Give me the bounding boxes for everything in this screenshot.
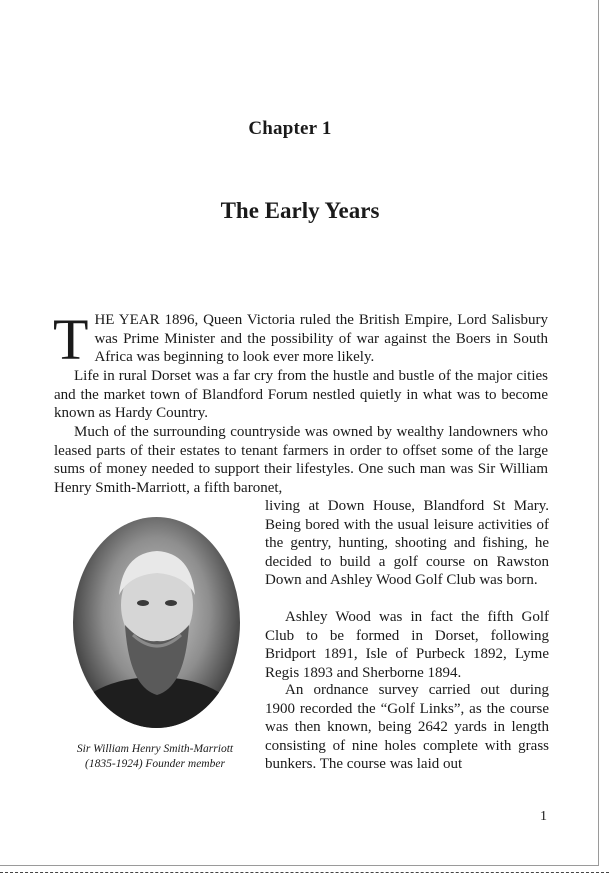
dashed-cut-line <box>0 872 609 873</box>
paragraph-landowners: Much of the surrounding countryside was owned by wealthy landowners who leased parts of their estates to tenant farmers in order to offset some of the large sums of money needed to support their lifestyles. One such man was Sir William Henry Smith-Marriott, a fifth baronet, <box>54 424 548 496</box>
caption-line-1: Sir William Henry Smith-Marriott <box>76 743 234 755</box>
drop-cap: T <box>53 307 89 372</box>
portrait-caption <box>50 742 260 772</box>
paragraph-rural-dorset: Life in rural Dorset was a far cry from the hustle and bustle of the major cities and the market town of Blandford Forum nestled quietly in what was to become known as Hardy Country. <box>54 368 548 422</box>
paragraph-opening <box>53 307 548 372</box>
caption-line-2: (1835-1924) Founder member <box>85 758 225 770</box>
chapter-label: Chapter 1 <box>248 118 332 139</box>
paragraph-down-house: living at Down House, Blandford St Mary. Being bored with the usual leisure activities of the gentry, hunting, shooting and fishing, he decided to build a golf course on Rawston Down and Ashley Wood Golf Club was born. <box>265 498 549 589</box>
chapter-title: The Early Years <box>220 198 380 223</box>
paragraph-ordnance-survey: An ordnance survey carried out during 1900 recorded the “Golf Links”, as the course was then known, being 2642 yards in length consisting of nine holes complete with grass bunkers. The course was laid out <box>265 682 549 773</box>
founder-portrait-image <box>73 517 240 728</box>
paragraph-fifth-club: Ashley Wood was in fact the fifth Golf Club to be formed in Dorset, following Bridport 1891, Isle of Purbeck 1892, Lyme Regis 1893 and Sherborne 1894. <box>265 609 549 681</box>
page-number: 1 <box>540 809 547 824</box>
paragraph-opening-text: HE YEAR 1896, Queen Victoria ruled the British Empire, Lord Salisbury was Prime Minister and the possibility of war against the Boers in South Africa was beginning to look ever more likely. <box>94 312 548 366</box>
